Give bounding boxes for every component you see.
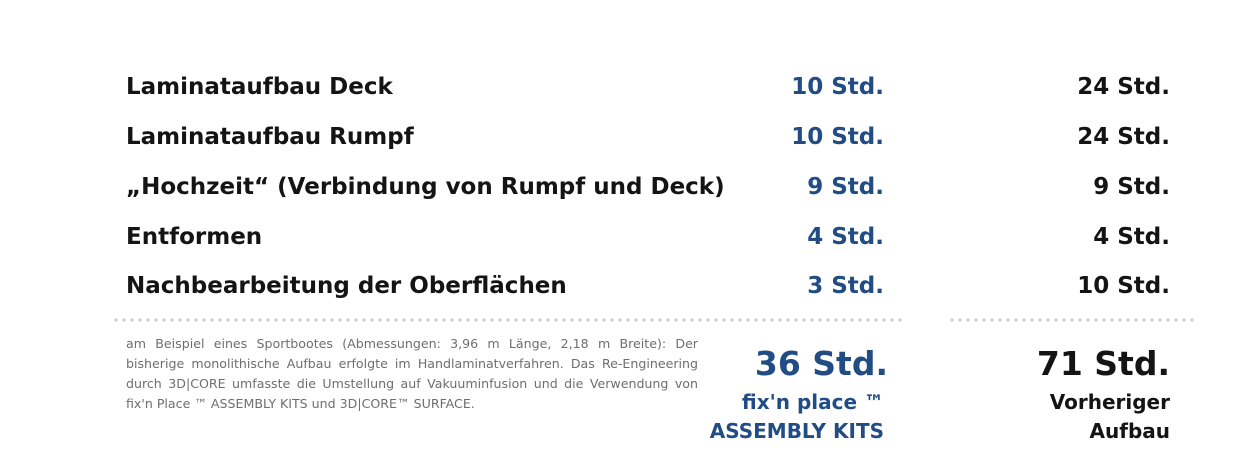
table-row [0, 117, 1260, 157]
previous-hours: 24 Std. [1077, 74, 1170, 100]
kit-hours: 9 Std. [807, 174, 884, 200]
task-label: Laminataufbau Rumpf [126, 124, 414, 150]
kit-hours: 3 Std. [807, 273, 884, 299]
kit-caption-line: ASSEMBLY KITS [709, 419, 884, 443]
previous-hours: 10 Std. [1077, 273, 1170, 299]
dotted-divider-left [112, 318, 904, 322]
kit-hours: 10 Std. [791, 124, 884, 150]
table-row [0, 67, 1260, 107]
previous-caption-line: Aufbau [1089, 419, 1170, 443]
kit-hours: 10 Std. [791, 74, 884, 100]
previous-caption-line: Vorheriger [1049, 390, 1170, 414]
dotted-divider-right [948, 318, 1196, 322]
previous-hours: 9 Std. [1093, 174, 1170, 200]
table-row [0, 217, 1260, 257]
previous-column-caption [1050, 388, 1170, 446]
task-label: Entformen [126, 224, 263, 250]
kit-caption-line: fix'n place ™ [741, 390, 884, 414]
previous-total-hours: 71 Std. [1036, 344, 1170, 383]
previous-hours: 4 Std. [1093, 224, 1170, 250]
kit-column-caption [710, 388, 884, 446]
previous-hours: 24 Std. [1077, 124, 1170, 150]
kit-hours: 4 Std. [807, 224, 884, 250]
table-row [0, 266, 1260, 306]
footnote-text: am Beispiel eines Sportbootes (Abmessungen: 3,96 m Länge, 2,18 m Breite): Der bisherige monolithische Aufbau erfolgte im Handlaminatverfahren. Das Re-Engineering durch 3D|CORE umfasste die Umstellung auf Vakuuminfusion und die Verwendung von fix'n Place ™ ASSEMBLY KITS und 3D|CORE™ SURFACE. [126, 336, 698, 411]
kit-total-hours: 36 Std. [754, 344, 888, 383]
task-label: Laminataufbau Deck [126, 74, 393, 100]
task-label: Nachbearbeitung der Oberflächen [126, 273, 567, 299]
table-row [0, 167, 1260, 207]
task-label: „Hochzeit“ (Verbindung von Rumpf und Deck) [126, 174, 725, 200]
